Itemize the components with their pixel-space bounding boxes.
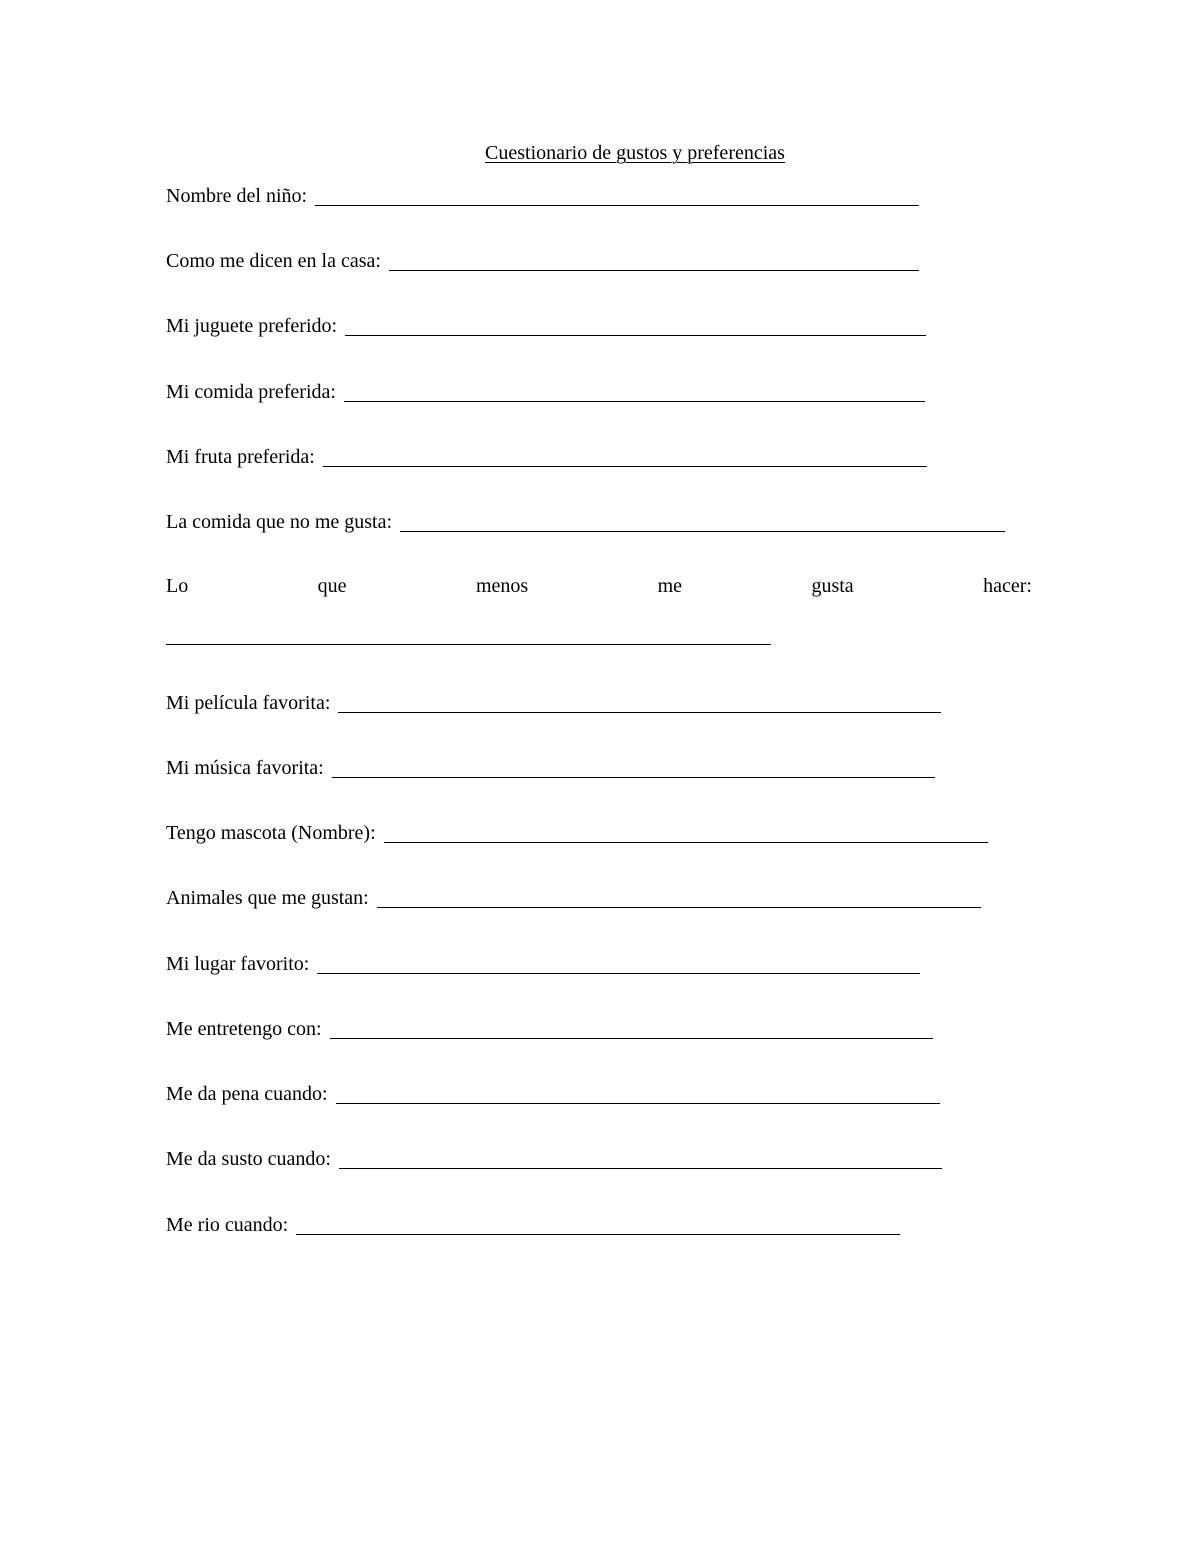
field-me-da-susto-cuando <box>166 1145 942 1171</box>
answer-line[interactable] <box>332 777 935 778</box>
field-musica-favorita <box>166 754 935 780</box>
field-label: Como me dicen en la casa: <box>166 250 381 272</box>
answer-line[interactable] <box>166 644 771 645</box>
answer-line[interactable] <box>345 335 926 336</box>
field-me-entretengo-con <box>166 1015 933 1041</box>
field-label: Tengo mascota (Nombre): <box>166 822 376 844</box>
field-como-me-dicen <box>166 247 919 273</box>
field-label: Me da susto cuando: <box>166 1148 331 1170</box>
field-label-word: gusta <box>811 575 854 597</box>
field-comida-preferida <box>166 378 925 404</box>
answer-line[interactable] <box>400 531 1005 532</box>
field-me-rio-cuando <box>166 1211 900 1237</box>
field-label: Mi fruta preferida: <box>166 446 315 468</box>
field-lugar-favorito <box>166 950 920 976</box>
field-label: Nombre del niño: <box>166 185 308 207</box>
answer-line[interactable] <box>338 712 941 713</box>
field-label: Mi música favorita: <box>166 757 324 779</box>
field-label: Mi lugar favorito: <box>166 953 310 975</box>
field-label: La comida que no me gusta: <box>166 511 393 533</box>
field-fruta-preferida <box>166 443 927 469</box>
field-label-word: hacer: <box>983 575 1032 597</box>
answer-line[interactable] <box>317 973 920 974</box>
answer-line[interactable] <box>339 1168 942 1169</box>
field-pelicula-favorita <box>166 689 941 715</box>
field-label: Mi comida preferida: <box>166 381 336 403</box>
page-title: Cuestionario de gustos y preferencias <box>485 142 785 164</box>
field-label: Me rio cuando: <box>166 1214 289 1236</box>
field-lo-que-menos-me-gusta-hacer <box>166 574 1032 598</box>
answer-line[interactable] <box>330 1038 933 1039</box>
field-label-word: me <box>657 575 683 597</box>
answer-line[interactable] <box>315 205 919 206</box>
answer-line[interactable] <box>323 466 927 467</box>
field-comida-no-gusta <box>166 508 1005 534</box>
field-label: Animales que me gustan: <box>166 887 369 909</box>
answer-line[interactable] <box>384 842 988 843</box>
answer-line[interactable] <box>344 401 925 402</box>
answer-line[interactable] <box>296 1234 900 1235</box>
field-label-word: que <box>317 575 347 597</box>
field-animales-que-me-gustan <box>166 884 981 910</box>
field-nombre-del-nino <box>166 182 919 208</box>
answer-line[interactable] <box>336 1103 940 1104</box>
field-label-word: menos <box>475 575 529 597</box>
answer-line[interactable] <box>377 907 981 908</box>
answer-line[interactable] <box>389 270 919 271</box>
field-label: Me entretengo con: <box>166 1018 322 1040</box>
field-label-word: Lo <box>166 575 189 597</box>
field-label: Mi película favorita: <box>166 692 331 714</box>
field-me-da-pena-cuando <box>166 1080 940 1106</box>
field-label: Me da pena cuando: <box>166 1083 328 1105</box>
field-juguete-preferido <box>166 312 926 338</box>
field-tengo-mascota <box>166 819 988 845</box>
field-label: Mi juguete preferido: <box>166 315 338 337</box>
